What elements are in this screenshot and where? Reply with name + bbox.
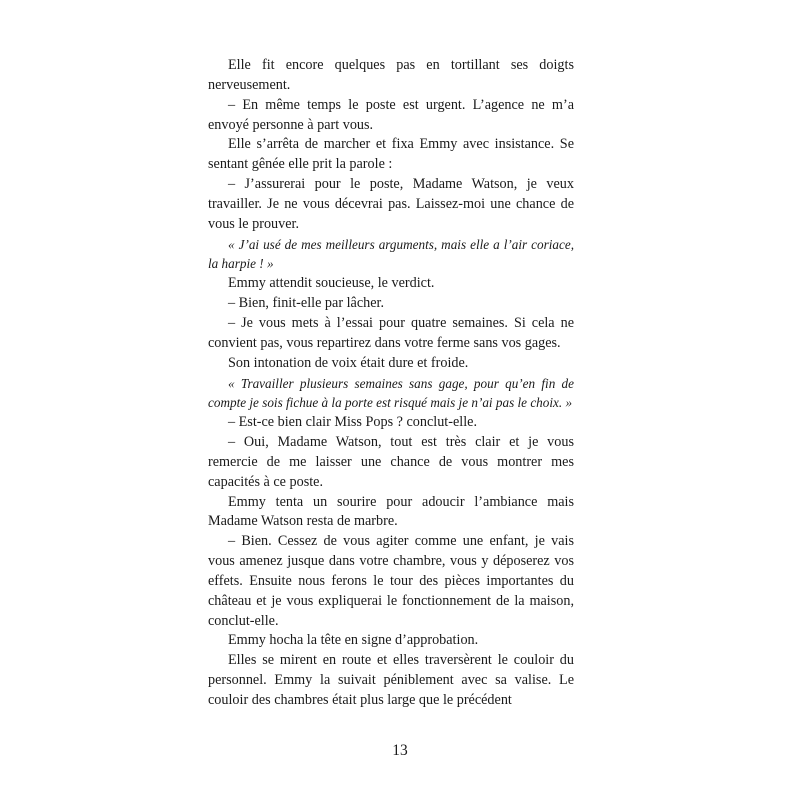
paragraph-thought: « Travailler plusieurs semaines sans gage, pour qu’en fin de compte je sois fichue à la porte est risqué mais je n’ai pas le choix. » xyxy=(208,375,574,411)
paragraph-thought: « J’ai usé de mes meilleurs arguments, mais elle a l’air coriace, la harpie ! » xyxy=(208,236,574,272)
paragraph: Elles se mirent en route et elles traversèrent le couloir du personnel. Emmy la suivait péniblement avec sa valise. Le couloir des chambres était plus large que le précédent xyxy=(208,652,574,708)
paragraph: – Bien. Cessez de vous agiter comme une enfant, je vais vous amenez jusque dans votre chambre, vous y déposerez vos effets. Ensuite nous ferons le tour des pièces importantes du château et je vous expliquerai le fonctionnement de la maison, conclut-elle. xyxy=(208,533,574,629)
paragraph: Son intonation de voix était dure et froide. xyxy=(228,354,469,371)
paragraph: Emmy hocha la tête en signe d’approbation. xyxy=(228,632,479,649)
page-number: 13 xyxy=(392,742,408,759)
paragraph: – Est-ce bien clair Miss Pops ? conclut-elle. xyxy=(228,414,478,431)
paragraph: – Bien, finit-elle par lâcher. xyxy=(228,295,384,312)
paragraph: – Oui, Madame Watson, tout est très clair et je vous remercie de me laisser une chance de vous montrer mes capacités à ce poste. xyxy=(208,434,574,490)
paragraph: Elle fit encore quelques pas en tortillant ses doigts nerveusement. xyxy=(208,57,574,93)
paragraph: Elle s’arrêta de marcher et fixa Emmy avec insistance. Se sentant gênée elle prit la parole : xyxy=(208,136,574,173)
paragraph: Emmy tenta un sourire pour adoucir l’ambiance mais Madame Watson resta de marbre. xyxy=(208,493,574,530)
paragraph: – J’assurerai pour le poste, Madame Watson, je veux travailler. Je ne vous décevrai pas. Laissez-moi une chance de vous le prouver. xyxy=(208,176,574,232)
body-text xyxy=(208,56,574,711)
paragraph: – Je vous mets à l’essai pour quatre semaines. Si cela ne convient pas, vous repartirez dans votre ferme sans vos gages. xyxy=(208,314,574,351)
paragraph: – En même temps le poste est urgent. L’agence ne m’a envoyé personne à part vous. xyxy=(208,96,574,133)
paragraph: Emmy attendit soucieuse, le verdict. xyxy=(228,275,435,292)
